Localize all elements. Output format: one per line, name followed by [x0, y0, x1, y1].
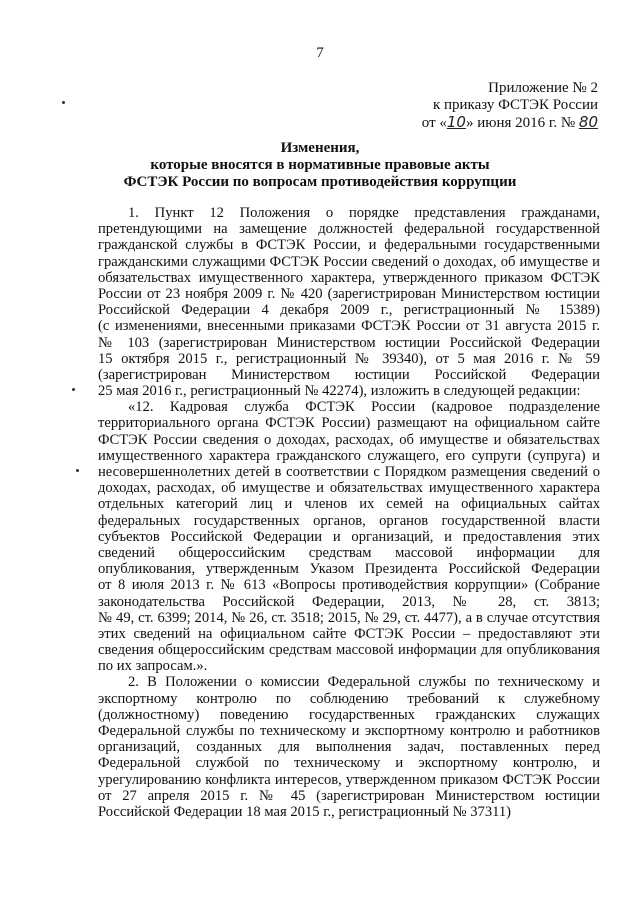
text-line: законодательства Российской Федерации, 2013, № 28, ст. 3813;: [98, 593, 600, 610]
text-line: сведений общероссийским средствам массовой информации для: [98, 544, 600, 561]
text-line: № 103 (зарегистрирован Министерством юстиции Российской Федерации: [98, 334, 600, 351]
document-body: [98, 205, 600, 820]
text-line: экспортному контролю по соблюдению требований к служебному: [98, 690, 600, 707]
scan-speck: [62, 101, 65, 104]
appendix-date-line: [338, 114, 598, 132]
document-title: [0, 140, 640, 191]
text-line: опубликования, утвержденным Указом Президента Российской Федерации: [98, 561, 600, 578]
text-line: (зарегистрирован Министерством юстиции Российской Федерации: [98, 366, 600, 383]
text-line: ФСТЭК России сведения о доходах, расходах, об имуществе и обязательствах: [98, 431, 600, 448]
text-line: 25 мая 2016 г., регистрационный № 42274), изложить в следующей редакции:: [98, 383, 581, 400]
text-line: 15 октября 2015 г., регистрационный № 39340), от 5 мая 2016 г. № 59: [98, 350, 600, 367]
paragraph: [98, 205, 600, 399]
appendix-line-1: Приложение № 2: [488, 80, 598, 96]
text-line: Федеральной службы по техническому и экспортному контролю и работников: [98, 723, 600, 739]
text-line: (с изменениями, внесенными приказами ФСТЭК России от 31 августа 2015 г.: [98, 318, 600, 335]
text-line: Российской Федерации 18 мая 2015 г., регистрационный № 37311): [98, 803, 512, 820]
date-prefix: от «: [421, 115, 447, 131]
paragraph: [98, 399, 600, 674]
text-line: «12. Кадровая служба ФСТЭК России (кадровое подразделение: [128, 399, 600, 416]
text-line: доходах, расходах, об имуществе и обязательствах имущественного характера: [98, 480, 600, 497]
text-line: урегулированию конфликта интересов, утвержденном приказом ФСТЭК России: [98, 771, 600, 788]
text-line: от 27 апреля 2015 г. № 45 (зарегистрирован Министерством юстиции: [98, 787, 600, 804]
text-line: субъектов Российской Федерации и организаций, и предоставления этих: [98, 528, 600, 545]
text-line: территориального органа ФСТЭК России) размещают на официальном сайте: [98, 415, 600, 432]
text-line: федеральных государственных органов, органов государственной власти: [98, 512, 600, 529]
text-line: от 8 июля 2013 г. № 613 «Вопросы противодействия коррупции» (Собрание: [98, 577, 600, 594]
text-line: имущественного характера гражданского служащего, его супруги (супруга) и: [98, 447, 600, 464]
text-line: гражданскими служащими ФСТЭК России сведений о доходах, об имуществе и: [98, 253, 600, 270]
text-line: обязательствах имущественного характера, утвержденного приказом ФСТЭК: [98, 269, 600, 286]
text-line: Федеральной службой по техническому и экспортному контролю, и: [98, 755, 600, 772]
text-line: № 49, ст. 6399; 2014, № 26, ст. 3518; 2015, № 29, ст. 4477), а в случае отсутствия: [98, 609, 600, 626]
scan-speck: [72, 388, 75, 391]
text-line: сведения общероссийским средствам массовой информации для опубликования: [98, 642, 600, 659]
text-line: 1. Пункт 12 Положения о порядке представления гражданами,: [128, 205, 600, 221]
text-line: (должностному) поведению государственных гражданских служащих: [98, 706, 600, 723]
text-line: Российской Федерации 4 декабря 2009 г., регистрационный № 15389): [98, 302, 600, 319]
appendix-line-2: к приказу ФСТЭК России: [432, 97, 598, 113]
date-middle: » июня 2016 г. №: [465, 115, 576, 131]
title-line-3: ФСТЭК России по вопросам противодействия коррупции: [123, 174, 517, 190]
text-line: претендующими на замещение должностей федеральной государственной: [98, 221, 600, 238]
text-line: организаций, созданных для выполнения задач, поставленных перед: [98, 739, 600, 756]
title-line-1: Изменения,: [280, 140, 360, 156]
appendix-header: [338, 80, 598, 132]
text-line: несовершеннолетних детей в соответствии с Порядком размещения сведений о: [98, 464, 600, 480]
text-line: по их запросам.».: [98, 658, 208, 675]
page-number: 7: [316, 45, 324, 61]
text-line: отдельных категорий лиц и членов их семей на официальных сайтах: [98, 496, 600, 513]
text-line: этих сведений на официальном сайте ФСТЭК России – предоставляют эти: [98, 625, 600, 642]
title-line-2: которые вносятся в нормативные правовые акты: [150, 157, 490, 173]
paragraph: [98, 674, 600, 820]
handwritten-number: 80: [578, 113, 598, 131]
text-line: России от 23 ноября 2009 г. № 420 (зарегистрирован Министерством юстиции: [98, 285, 600, 302]
text-line: гражданской службы в ФСТЭК России, и федеральными государственными: [98, 237, 600, 254]
handwritten-day: 10: [446, 113, 466, 131]
scan-speck: [76, 469, 79, 472]
text-line: 2. В Положении о комиссии Федеральной службы по техническому и: [128, 674, 600, 691]
